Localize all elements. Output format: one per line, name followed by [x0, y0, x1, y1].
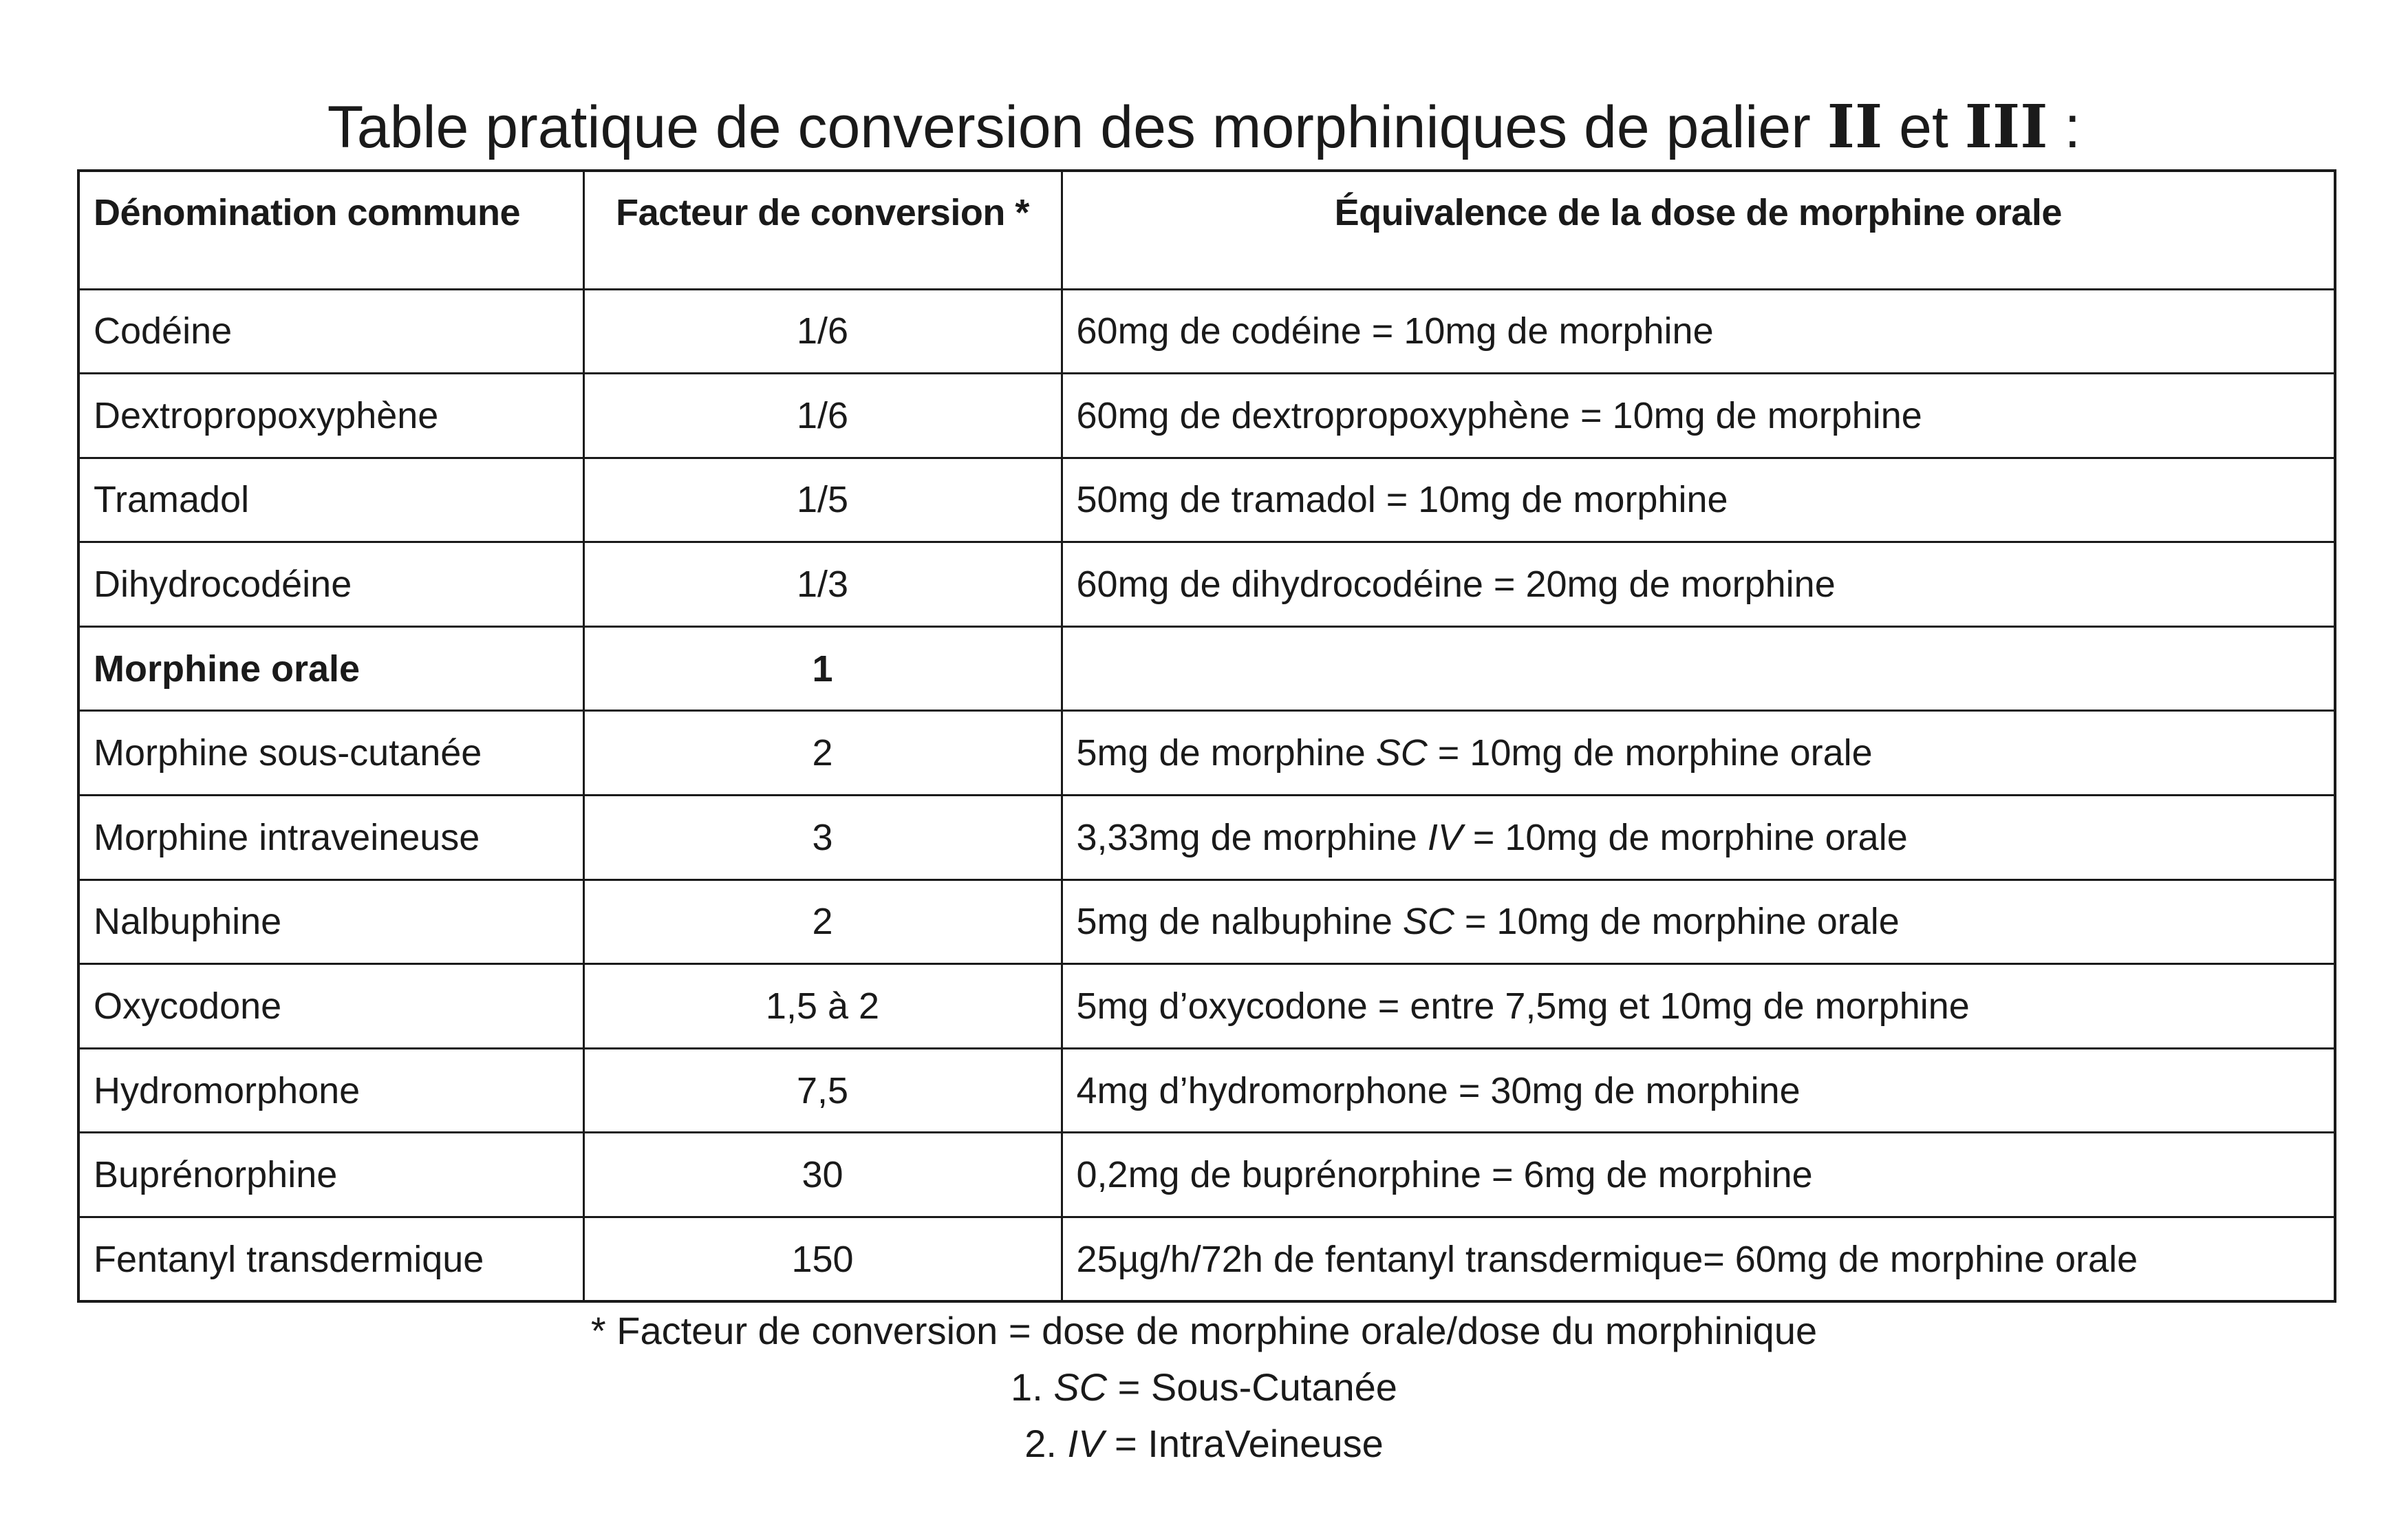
conversion-factor: 150: [583, 1217, 1062, 1302]
dose-equivalence: 5mg de morphine SC = 10mg de morphine orale: [1062, 711, 2335, 796]
table-row: [78, 964, 2335, 1049]
dose-equivalence: 0,2mg de buprénorphine = 6mg de morphine: [1062, 1133, 2335, 1217]
drug-name: Morphine intraveineuse: [78, 796, 583, 880]
conversion-factor: 1,5 à 2: [583, 964, 1062, 1049]
dose-equivalence: [1062, 626, 2335, 711]
table-row: [78, 879, 2335, 964]
title-level-a: II: [1827, 92, 1883, 162]
conversion-factor: 1: [583, 626, 1062, 711]
footnote-iv: 2. IV = IntraVeineuse: [1024, 1422, 1384, 1465]
table-row: [78, 374, 2335, 458]
dose-equivalence: 60mg de dextropropoxyphène = 10mg de morphine: [1062, 374, 2335, 458]
drug-name: Hydromorphone: [78, 1048, 583, 1133]
drug-name: Nalbuphine: [78, 879, 583, 964]
dose-equivalence: 60mg de dihydrocodéine = 20mg de morphine: [1062, 542, 2335, 627]
drug-name: Codéine: [78, 289, 583, 374]
conversion-factor: 1/6: [583, 374, 1062, 458]
drug-name: Tramadol: [78, 458, 583, 542]
drug-name: Buprénorphine: [78, 1133, 583, 1217]
table-row: [78, 289, 2335, 374]
drug-name: Dihydrocodéine: [78, 542, 583, 627]
title-conjunction: et: [1882, 94, 1965, 160]
table-header-row: [78, 171, 2335, 289]
conversion-table: [77, 169, 2336, 1303]
dose-equivalence: 50mg de tramadol = 10mg de morphine: [1062, 458, 2335, 542]
footnote-conversion-factor: * Facteur de conversion = dose de morphine orale/dose du morphinique: [590, 1309, 1818, 1352]
route-abbreviation: SC: [1402, 901, 1454, 943]
header-equivalence: Équivalence de la dose de morphine orale: [1062, 171, 2335, 289]
drug-name: Oxycodone: [78, 964, 583, 1049]
table-row: [78, 1048, 2335, 1133]
drug-name: Dextropropoxyphène: [78, 374, 583, 458]
title-prefix: Table pratique de conversion des morphiniques de palier: [327, 94, 1827, 160]
table-row: [78, 458, 2335, 542]
conversion-factor: 1/6: [583, 289, 1062, 374]
conversion-factor: 3: [583, 796, 1062, 880]
footnote-sc: 1. SC = Sous-Cutanée: [1011, 1365, 1397, 1409]
title-level-b: III: [1964, 92, 2048, 162]
table-row: [78, 542, 2335, 627]
table-row: [78, 711, 2335, 796]
conversion-factor: 2: [583, 879, 1062, 964]
route-abbreviation: SC: [1375, 732, 1428, 774]
drug-name: Fentanyl transdermique: [78, 1217, 583, 1302]
footnotes: [0, 1303, 2408, 1472]
footnote-iv-abbreviation: IV: [1067, 1422, 1104, 1465]
table-row-reference: [78, 626, 2335, 711]
title-suffix: :: [2047, 94, 2081, 160]
header-denomination: Dénomination commune: [78, 171, 583, 289]
dose-equivalence: 5mg de nalbuphine SC = 10mg de morphine orale: [1062, 879, 2335, 964]
dose-equivalence: 60mg de codéine = 10mg de morphine: [1062, 289, 2335, 374]
table-row: [78, 796, 2335, 880]
conversion-factor: 1/5: [583, 458, 1062, 542]
dose-equivalence: 4mg d’hydromorphone = 30mg de morphine: [1062, 1048, 2335, 1133]
table-row: [78, 1133, 2335, 1217]
conversion-factor: 2: [583, 711, 1062, 796]
route-abbreviation: IV: [1427, 816, 1463, 858]
page-title: [0, 89, 2408, 165]
dose-equivalence: 5mg d’oxycodone = entre 7,5mg et 10mg de morphine: [1062, 964, 2335, 1049]
drug-name: Morphine orale: [78, 626, 583, 711]
conversion-factor: 1/3: [583, 542, 1062, 627]
footnote-sc-abbreviation: SC: [1053, 1365, 1108, 1409]
dose-equivalence: 25µg/h/72h de fentanyl transdermique= 60mg de morphine orale: [1062, 1217, 2335, 1302]
header-conversion-factor: Facteur de conversion *: [583, 171, 1062, 289]
dose-equivalence: 3,33mg de morphine IV = 10mg de morphine orale: [1062, 796, 2335, 880]
table-row: [78, 1217, 2335, 1302]
drug-name: Morphine sous-cutanée: [78, 711, 583, 796]
conversion-factor: 30: [583, 1133, 1062, 1217]
conversion-factor: 7,5: [583, 1048, 1062, 1133]
